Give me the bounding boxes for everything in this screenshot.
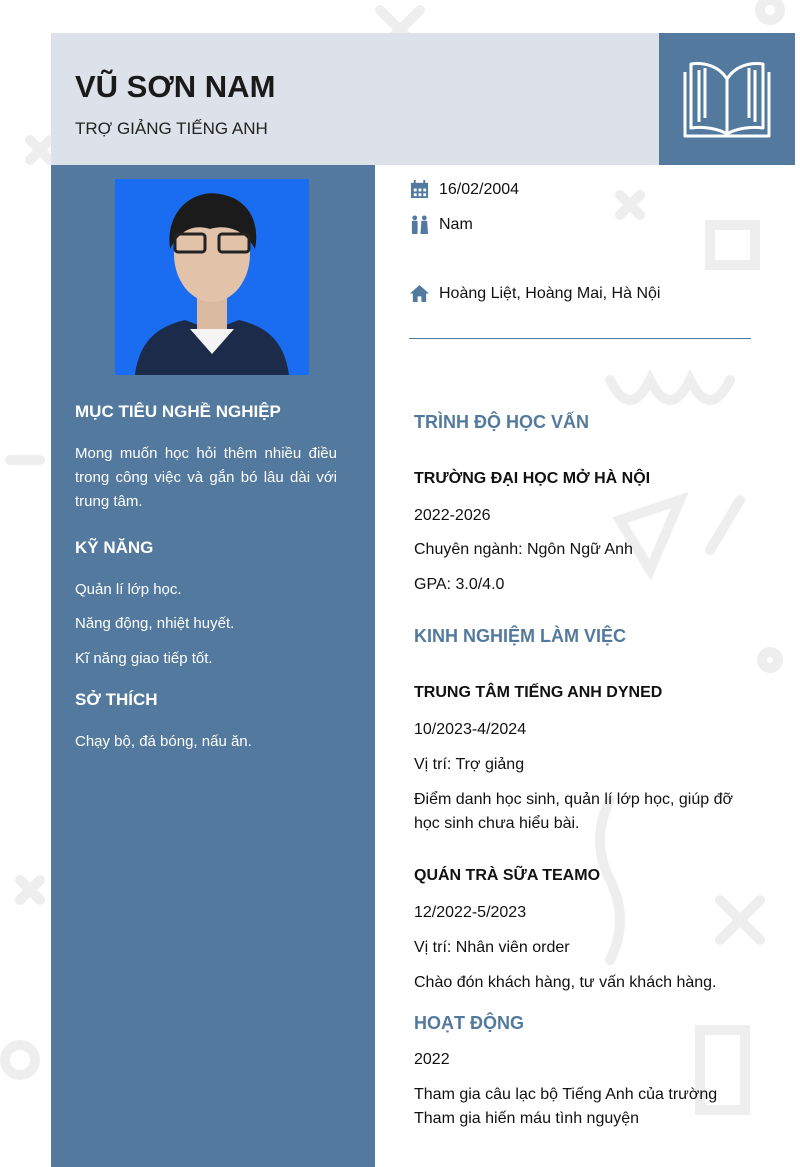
education-gpa: GPA: 3.0/4.0 bbox=[414, 576, 505, 593]
address: Hoàng Liệt, Hoàng Mai, Hà Nội bbox=[439, 284, 661, 302]
divider bbox=[409, 338, 751, 339]
job-description: Điểm danh học sinh, quản lí lớp học, giúp đỡ học sinh chưa hiểu bài. bbox=[414, 791, 733, 832]
hobbies-text: Chạy bộ, đá bóng, nấu ăn. bbox=[75, 733, 252, 750]
job-position: Vị trí: Nhân viên order bbox=[414, 939, 570, 956]
activities-year: 2022 bbox=[414, 1051, 450, 1068]
birthday: 16/02/2004 bbox=[439, 180, 520, 198]
birthday-row bbox=[410, 180, 519, 199]
skills-heading: KỸ NĂNG bbox=[75, 538, 154, 557]
gender: Nam bbox=[439, 215, 473, 233]
experience-heading: KINH NGHIỆM LÀM VIỆC bbox=[414, 626, 627, 646]
candidate-name: VŨ SƠN NAM bbox=[75, 69, 276, 104]
activities-heading: HOẠT ĐỘNG bbox=[414, 1013, 524, 1033]
job-period: 12/2022-5/2023 bbox=[414, 904, 527, 921]
job-description: Chào đón khách hàng, tư vấn khách hàng. bbox=[414, 974, 717, 991]
objective-text: Mong muốn học hỏi thêm nhiều điều trong công việc và gắn bó lâu dài với trung tâm. bbox=[75, 445, 337, 510]
skill-item: Kĩ năng giao tiếp tốt. bbox=[75, 650, 213, 667]
skill-item: Quản lí lớp học. bbox=[75, 581, 182, 598]
home-icon bbox=[410, 284, 429, 303]
skill-item: Năng động, nhiệt huyết. bbox=[75, 615, 235, 632]
gender-icon bbox=[410, 215, 429, 234]
gender-row bbox=[410, 215, 473, 234]
sidebar bbox=[51, 165, 375, 1167]
activity-item: Tham gia câu lạc bộ Tiếng Anh của trường bbox=[414, 1086, 718, 1103]
activity-item: Tham gia hiến máu tình nguyện bbox=[414, 1110, 640, 1127]
education-years: 2022-2026 bbox=[414, 507, 491, 524]
hobbies-heading: SỞ THÍCH bbox=[75, 690, 158, 709]
calendar-icon bbox=[410, 180, 429, 199]
header-banner bbox=[51, 33, 659, 165]
header-icon-box bbox=[659, 33, 795, 165]
school-name: TRƯỜNG ĐẠI HỌC MỞ HÀ NỘI bbox=[414, 470, 651, 487]
job-position: Vị trí: Trợ giảng bbox=[414, 756, 525, 773]
job-org: TRUNG TÂM TIẾNG ANH DYNED bbox=[414, 684, 663, 701]
education-major: Chuyên ngành: Ngôn Ngữ Anh bbox=[414, 541, 633, 558]
profile-photo bbox=[115, 179, 309, 375]
address-row bbox=[410, 284, 660, 303]
objective-heading: MỤC TIÊU NGHỀ NGHIỆP bbox=[75, 402, 281, 421]
job-org: QUÁN TRÀ SỮA TEAMO bbox=[414, 867, 601, 884]
job-period: 10/2023-4/2024 bbox=[414, 721, 527, 738]
education-heading: TRÌNH ĐỘ HỌC VẤN bbox=[414, 412, 589, 432]
job-title: TRỢ GIẢNG TIẾNG ANH bbox=[75, 119, 268, 138]
open-book-icon bbox=[679, 54, 775, 144]
